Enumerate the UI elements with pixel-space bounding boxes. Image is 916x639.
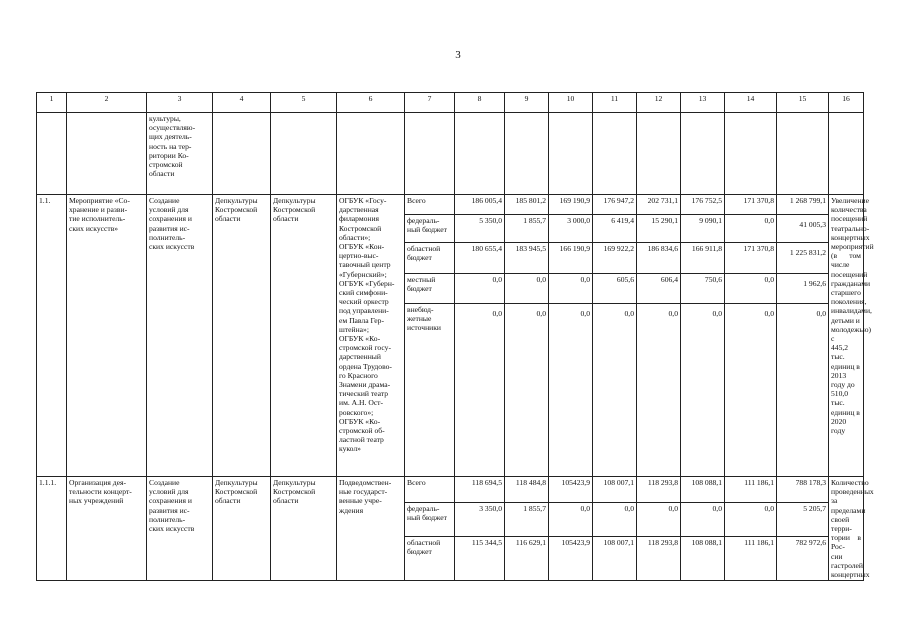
table-cell [337,113,405,195]
header-cell: 9 [505,93,549,113]
program-table [36,92,874,581]
value-cell: 0,0 [725,304,777,477]
table-cell [405,113,455,195]
value-cell: 118 293,8 [637,536,681,580]
value-cell: 111 186,1 [725,477,777,503]
value-cell: 166 190,9 [549,243,593,274]
value-cell: 0,0 [455,274,505,304]
value-cell: 0,0 [681,304,725,477]
item-responsible: Депкультуры Костромской области [271,195,337,477]
value-cell: 6 419,4 [593,215,637,243]
table-cell [271,113,337,195]
header-cell: 3 [147,93,213,113]
continuation-goal-cell: культуры, осуществляю- щих деятель- ность на тер- ритории Ко- стромской области [147,113,213,195]
funding-source: внебюд- жетные источники [405,304,455,477]
table-cell [681,113,725,195]
value-cell: 115 344,5 [455,536,505,580]
value-cell: 605,6 [593,274,637,304]
item-executors: ОГБУК «Госу- дарственная филармония Костромской области»; ОГБУК «Кон- цертно-выс- тавочный центр «Губернский»; ОГБУК «Губерн- ский симфони- ческий оркестр под управлени- ем Павла Гер- штейна»; ОГБУК «Ко- стромской госу- дарственный ордена Трудово- го Красного Знамени драма- тический театр им. А.Н. Ост- ровского»; ОГБУК «Ко- стромской об- ластной театр кукол» [337,195,405,477]
value-cell: 186 834,6 [637,243,681,274]
value-cell: 183 945,5 [505,243,549,274]
total-cell: 1 962,6 [777,274,829,304]
funding-source: местный бюджет [405,274,455,304]
item-customer: Депкультуры Костромской области [213,477,271,581]
table-cell [637,113,681,195]
value-cell: 9 090,1 [681,215,725,243]
table-cell [67,113,147,195]
header-cell: 11 [593,93,637,113]
table-cell [455,113,505,195]
value-cell: 0,0 [681,503,725,537]
funding-source: областной бюджет [405,243,455,274]
continuation-row [37,113,864,195]
table-row [37,477,864,503]
value-cell: 1 855,7 [505,503,549,537]
value-cell: 0,0 [593,304,637,477]
table-cell [777,113,829,195]
total-cell: 0,0 [777,304,829,477]
value-cell: 3 000,0 [549,215,593,243]
funding-source: Всего [405,477,455,503]
header-cell: 1 [37,93,67,113]
value-cell: 180 655,4 [455,243,505,274]
value-cell: 108 088,1 [681,536,725,580]
value-cell: 186 005,4 [455,195,505,215]
value-cell: 169 922,2 [593,243,637,274]
value-cell: 5 350,0 [455,215,505,243]
funding-source: федераль- ный бюджет [405,503,455,537]
table-row [37,195,864,215]
value-cell: 0,0 [725,503,777,537]
header-cell: 14 [725,93,777,113]
header-cell: 8 [455,93,505,113]
header-cell: 5 [271,93,337,113]
value-cell: 0,0 [725,274,777,304]
value-cell: 0,0 [593,503,637,537]
table-cell [505,113,549,195]
value-cell: 116 629,1 [505,536,549,580]
value-cell: 1 855,7 [505,215,549,243]
value-cell: 169 190,9 [549,195,593,215]
value-cell: 105423,9 [549,477,593,503]
value-cell: 176 752,5 [681,195,725,215]
item-result: Увеличение количества посещений театрально- концертных мероприятий (в том числе посещений гражданами старшего поколения, инвалидами, детьми и молодежью) с 445,2 тыс. единиц в 2013 году до 510,0 тыс. единиц в 2020 году [829,195,864,477]
header-cell: 2 [67,93,147,113]
value-cell: 202 731,1 [637,195,681,215]
value-cell: 118 484,8 [505,477,549,503]
value-cell: 0,0 [637,503,681,537]
header-cell: 15 [777,93,829,113]
page-number: 3 [455,49,461,61]
value-cell: 0,0 [549,304,593,477]
value-cell: 108 007,1 [593,477,637,503]
header-cell: 7 [405,93,455,113]
value-cell: 185 801,2 [505,195,549,215]
total-cell: 1 225 831,2 [777,243,829,274]
value-cell: 176 947,2 [593,195,637,215]
item-responsible: Депкультуры Костромской области [271,477,337,581]
value-cell: 0,0 [549,503,593,537]
value-cell: 0,0 [549,274,593,304]
header-row [37,93,864,113]
total-cell: 41 005,3 [777,215,829,243]
header-cell: 16 [829,93,864,113]
total-cell: 788 178,3 [777,477,829,503]
value-cell: 0,0 [725,215,777,243]
item-code: 1.1. [37,195,67,477]
total-cell: 5 205,7 [777,503,829,537]
value-cell: 606,4 [637,274,681,304]
value-cell: 0,0 [637,304,681,477]
value-cell: 111 186,1 [725,536,777,580]
table-cell [829,113,864,195]
total-cell: 782 972,6 [777,536,829,580]
item-customer: Депкультуры Костромской области [213,195,271,477]
header-cell: 13 [681,93,725,113]
total-cell: 1 268 799,1 [777,195,829,215]
funding-source: областной бюджет [405,536,455,580]
value-cell: 118 694,5 [455,477,505,503]
item-result: Количество проведенных за пределами своей терри- тории в Рос- сии гастролей концертных [829,477,864,581]
value-cell: 166 911,8 [681,243,725,274]
header-cell: 4 [213,93,271,113]
value-cell: 171 370,8 [725,243,777,274]
item-name: Организация дея- тельности концерт- ных учреждений [67,477,147,581]
value-cell: 108 007,1 [593,536,637,580]
value-cell: 108 088,1 [681,477,725,503]
funding-source: Всего [405,195,455,215]
table-cell [725,113,777,195]
value-cell: 750,6 [681,274,725,304]
item-name: Мероприятие «Со- хранение и разви- тие исполнитель- ских искусств» [67,195,147,477]
item-goal: Создание условий для сохранения и развития ис- полнитель- ских искусств [147,477,213,581]
header-cell: 6 [337,93,405,113]
table-cell [593,113,637,195]
item-code: 1.1.1. [37,477,67,581]
value-cell: 15 290,1 [637,215,681,243]
value-cell: 3 350,0 [455,503,505,537]
value-cell: 171 370,8 [725,195,777,215]
value-cell: 0,0 [505,274,549,304]
value-cell: 105423,9 [549,536,593,580]
value-cell: 0,0 [505,304,549,477]
table-cell [213,113,271,195]
funding-source: федераль- ный бюджет [405,215,455,243]
header-cell: 10 [549,93,593,113]
item-executors: Подведомствен- ные государст- венные учре- ждения [337,477,405,581]
header-cell: 12 [637,93,681,113]
table-cell [37,113,67,195]
value-cell: 118 293,8 [637,477,681,503]
item-goal: Создание условий для сохранения и развития ис- полнитель- ских искусств [147,195,213,477]
table-cell [549,113,593,195]
value-cell: 0,0 [455,304,505,477]
